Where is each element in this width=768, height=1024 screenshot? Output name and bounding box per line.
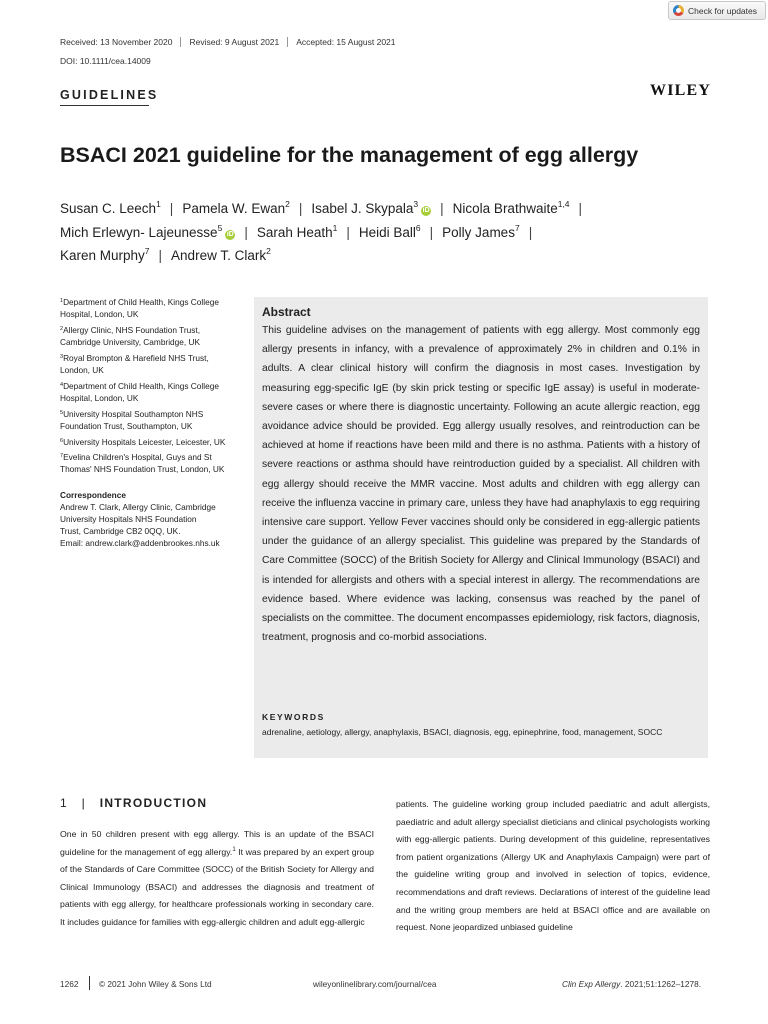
affiliation-number: 6: [60, 437, 64, 444]
correspondence-email[interactable]: Email: andrew.clark@addenbrookes.nhs.uk: [60, 538, 220, 549]
accepted-date: Accepted: 15 August 2021: [287, 37, 403, 47]
author-name-text: Sarah Heath: [256, 224, 333, 240]
author-name-text: Susan C. Leech: [60, 201, 157, 216]
keywords-heading: KEYWORDS: [262, 712, 325, 722]
author-list: [60, 197, 720, 268]
affiliation-number: 5: [60, 409, 64, 416]
revised-date: Revised: 9 August 2021: [180, 37, 287, 47]
check-for-updates-button[interactable]: [668, 1, 766, 20]
check-for-updates-label: Check for updates: [688, 5, 757, 16]
section-number: 1: [60, 796, 68, 810]
doi-link[interactable]: DOI: 10.1111/cea.14009: [60, 56, 151, 66]
author-name[interactable]: [358, 222, 421, 240]
author-name-text: Heidi Ball: [358, 224, 416, 240]
body-text: One in 50 children present with egg allergy. This is an update of the BSACI guideline for the management of egg allergy.: [60, 829, 374, 857]
page-number: 1262: [60, 979, 79, 989]
correspondence-line: University Hospitals NHS Foundation: [60, 514, 197, 525]
citation-details: . 2021;51:1262–1278.: [620, 979, 702, 989]
affiliation-item: [60, 408, 240, 432]
author-affiliation-ref: 6: [415, 222, 421, 233]
author-affiliation-ref: 2: [285, 199, 290, 209]
affiliation-number: 3: [60, 353, 64, 360]
orcid-icon[interactable]: iD: [226, 230, 234, 238]
body-column-right: patients. The guideline working group included paediatric and adult allergists, paediatric and adult allergy specialist dieticians and clinical psychologists working with egg-allergic patients. During development of this guideline, representatives from patient organizations (Allergy UK and Anaphylaxis Campaign) were part of the guideline writing group and involved in selection of topics, evidence, recommendations and draft reviews. Declarations of interest of the guideline lead and the writing group members are held at BSACI office and are available on request. None jeopardized unbiased guideline: [396, 799, 710, 933]
affiliation-item: [60, 324, 240, 348]
affiliation-text: Department of Child Health, Kings College Hospital, London, UK: [60, 297, 219, 320]
author-affiliation-ref: 2: [266, 246, 271, 256]
affiliation-text: Allergy Clinic, NHS Foundation Trust, Cambridge University, Cambridge, UK: [60, 324, 201, 348]
author-separator: |: [158, 248, 163, 263]
citation-ref[interactable]: 1: [232, 846, 236, 853]
author-affiliation-ref: 5: [217, 222, 223, 233]
author-name[interactable]: [60, 201, 161, 216]
author-separator: |: [244, 224, 248, 240]
author-name[interactable]: [453, 201, 570, 216]
affiliation-item: [60, 380, 240, 404]
publisher-logo: WILEY: [650, 82, 712, 99]
copyright: © 2021 John Wiley & Sons Ltd: [99, 979, 212, 989]
correspondence-line: Andrew T. Clark, Allergy Clinic, Cambridge: [60, 501, 216, 512]
author-affiliation-ref: 7: [514, 222, 520, 233]
crossmark-icon: [673, 5, 684, 16]
author-affiliation-ref: 1,4: [557, 199, 570, 209]
author-name-text: Karen Murphy: [60, 248, 145, 263]
author-separator: |: [440, 201, 444, 216]
affiliation-number: 2: [60, 325, 64, 332]
affiliation-item: [60, 352, 240, 376]
author-affiliation-ref: 7: [144, 246, 150, 256]
author-affiliation-ref: 3: [413, 199, 419, 209]
author-affiliation-ref: 1: [156, 199, 161, 209]
citation: [562, 979, 701, 989]
author-separator: |: [298, 201, 303, 216]
affiliations: [60, 296, 240, 550]
affiliation-item: [60, 296, 240, 320]
affiliation-text: Royal Brompton & Harefield NHS Trust, London, UK: [60, 352, 209, 376]
author-name-text: Isabel J. Skypala: [311, 201, 414, 216]
author-name-text: Mich Erlewyn- Lajeunesse: [60, 224, 218, 240]
affiliation-text: University Hospitals Leicester, Leicester, UK: [63, 436, 226, 447]
section-separator: |: [81, 796, 87, 810]
affiliation-text: Department of Child Health, Kings College Hospital, London, UK: [60, 380, 219, 403]
author-name[interactable]: [256, 222, 338, 240]
author-separator: |: [578, 201, 583, 216]
article-title: BSACI 2021 guideline for the management of egg allergy: [60, 143, 639, 167]
body-column-left: [60, 826, 374, 932]
author-name[interactable]: [442, 222, 520, 240]
journal-url[interactable]: wileyonlinelibrary.com/journal/cea: [313, 979, 437, 989]
section-title: INTRODUCTION: [99, 796, 208, 810]
affiliation-number: 7: [60, 453, 64, 460]
author-name[interactable]: [171, 248, 271, 263]
author-name-text: Polly James: [442, 224, 515, 240]
author-affiliation-ref: 1: [332, 222, 338, 233]
author-name-text: Andrew T. Clark: [171, 248, 267, 263]
affiliation-number: 1: [60, 298, 64, 304]
author-name-text: Pamela W. Ewan: [182, 201, 286, 216]
author-separator: |: [429, 224, 434, 240]
article-dates: [60, 37, 404, 47]
author-separator: |: [528, 224, 533, 240]
introduction-heading: [60, 796, 207, 810]
author-name[interactable]: [311, 201, 431, 216]
author-name-text: Nicola Brathwaite: [452, 201, 558, 216]
affiliation-item: [60, 436, 240, 448]
received-date: Received: 13 November 2020: [60, 37, 173, 47]
journal-name: Clin Exp Allergy: [562, 979, 621, 989]
author-name[interactable]: [60, 248, 150, 263]
affiliation-text: University Hospital Southampton NHS Foundation Trust, Southampton, UK: [60, 408, 204, 431]
author-name[interactable]: [60, 222, 235, 240]
author-separator: |: [346, 224, 350, 240]
affiliation-item: [60, 451, 240, 475]
correspondence-heading: Correspondence: [60, 489, 126, 500]
author-separator: |: [169, 201, 174, 216]
body-text: It was prepared by an expert group of the Standards of Care Committee (SOCC) of the British Society for Allergy and Clinical Immunology (BSACI) and addresses the diagnosis and treatment of patients with egg allergy, for healthcare professionals working in secondary care. It includes guidance for families with egg-allergic children and adult egg-allergic: [60, 846, 374, 927]
abstract-text: This guideline advises on the management of patients with egg allergy. Most commonly egg allergy presents in infancy, with a prevalence of approximately 2% in children and 0.1% in adults. A clear clinical history will confirm the diagnosis in most cases. Investigation by measuring egg-specific IgE (by skin prick testing or specific IgE assay) is useful in moderate-severe cases or where there is diagnostic uncertainty. Following an acute allergic reaction, egg avoidance advice should be provided. Egg allergy usually resolves, and reintroduction can be achieved at home if reactions have been mild and there is no asthma. Patients with a history of severe reactions or asthma should have reintroduction guided by a specialist. All children with egg allergy should receive the MMR vaccine. Most adults and children with egg allergy can receive the influenza vaccine in primary care, unless they have had anaphylaxis to egg requiring intensive care support. Yellow Fever vaccines should only be considered in egg-allergic patients under the guidance of an allergy specialist. This guideline was prepared by the Standards of Care Committee (SOCC) of the British Society for Allergy and Clinical Immunology (BSACI) and is intended for allergists and others with a special interest in allergy. The recommendations are evidence based. Where evidence was lacking, consensus was reached by the panel of specialists on the committee. The document encompasses epidemiology, risk factors, diagnosis, treatment, prognosis and co-morbid associations.: [262, 325, 700, 644]
article-type-underline: [60, 105, 149, 106]
footer-divider: [89, 976, 90, 990]
author-name[interactable]: [182, 201, 290, 216]
affiliation-text: Evelina Children's Hospital, Guys and St Thomas' NHS Foundation Trust, London, UK: [60, 452, 225, 475]
article-type-label: GUIDELINES: [60, 88, 159, 102]
orcid-icon[interactable]: iD: [422, 207, 430, 214]
affiliation-number: 4: [60, 381, 64, 388]
abstract-heading: Abstract: [262, 305, 311, 319]
keywords-text: adrenaline, aetiology, allergy, anaphylaxis, BSACI, diagnosis, egg, epinephrine, food, management, SOCC: [262, 727, 663, 737]
correspondence-line: Trust, Cambridge CB2 0QQ, UK.: [60, 526, 181, 537]
